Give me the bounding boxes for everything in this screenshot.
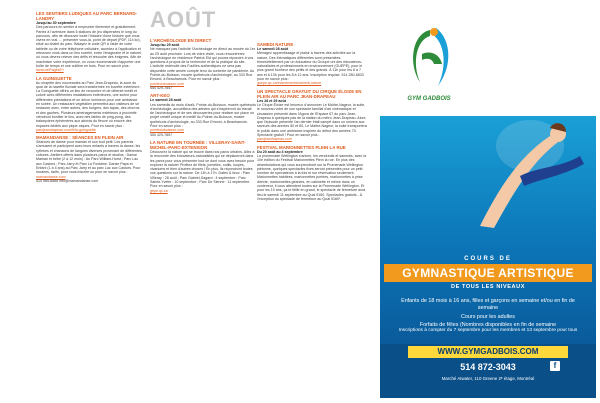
section-body: Les samedis du mois d'août, Pointe-du-Buisson, musée québécois d'archéologie, accueillera des artistes qui s'inspireront du travail de l'archéologue et de ses découvertes pour réaliser sur place un projet créatif unique et inédit! Au Pointe-du-Buisson, musée québécois d'archéologie, au 333 Rue Emond, à Beauharnois. Pour en savoir plus : (150, 102, 256, 129)
section-link[interactable]: guepe.qc.ca/evenements/samedi-nature (257, 81, 322, 86)
section-title: LES SENTIERS LUDIQUES AU PARC BERNARD-LANDRY (36, 11, 137, 21)
brand-name: GYM GADBOIS (407, 96, 451, 102)
section-contact: 450 429-7857 (150, 85, 173, 90)
section-body: Des parcours en sentier à emprunter librement et gratuitement. Partez à l'aventure dans 6 stations de jeu dispersées le long du parcours, afin de découvrir toute l'histoire d'une histoire que vous vivrez en vrai. ... présenter vous-la, point de départ (PDF, 114 ko), situé au chalet du parc. Balayez le code QR à l'aide de votre tablette ou de votre téléphone cellulaire, accédez à l'application et retrouvez vous dans un lieu surréel, entre l'imaginaire et le naturel, où vous devrez relever des défis et résoudre des énigmes. Afin de maximiser votre expérience, on vous recommande d'apporter une boîte de temps et une cuillère en bois. Pour en savoir plus : (36, 25, 142, 68)
facebook-icon[interactable]: f (550, 361, 560, 371)
section-body: La promenade Wellington s'anime, les vendredis et samedis, avec la 10e édition du Festival Marionnettes Plein la rue. En plus des déambulations qui vous surprendront sur la Promenade Wellington piétonne, quelques spectacles fixes seront présentés pour un petit nombre de spectateurs à la fois et sur réservation seulement. Marionnettes habitées, marionnettes portées, marionnettes à prise directe, marionnettes géantes, en cabinette et même dans un conteneur, il vous attendent toutes sur la Promenade Wellington. Et pour les 10 ans, ça te titille en grand, le spectacle de fermeture aura lieu le samedi 11 septembre au Quai 5160. Spectacles gratuits - À l'exception du spectacle de fermeture au Quai 5160*. (257, 153, 367, 201)
section-link[interactable]: gepe.qc.ca (150, 188, 168, 193)
section-title: LA GUINGUETTE (36, 75, 72, 81)
section-link[interactable]: laval.ca/Pages/Fr (36, 68, 64, 73)
section-title: LA NATURE EN TOURNÉE : VILLERAY-SAINT-MICHEL-PARC-EXTENSION (150, 139, 246, 150)
ad-banner (380, 116, 596, 346)
section-link[interactable]: parcjeandrapeau.com/fr/la-guinguette (36, 127, 96, 132)
ad-phone[interactable]: 514 872-3043 (460, 362, 516, 372)
section-title: SAMEDI NATURE (257, 42, 294, 47)
gym-logo-icon (400, 24, 460, 98)
section-date: Les 28 et 29 août (257, 98, 286, 103)
section-title: ART-KEO (150, 93, 170, 99)
section-link[interactable]: parcjeandrapeau.com (257, 137, 292, 142)
section-title: MAMANDANSE : SÉANCES EN PLEIN AIR (36, 135, 124, 141)
column-3 (257, 8, 367, 201)
section-date: Jusqu'au 29 août (150, 43, 180, 47)
gymnast-silhouette-icon (450, 116, 596, 236)
section-body: Le Cirque Éloize est heureux d'annoncer Le Maître-Nageur, la suite, le nouveau volet de son spectacle familial d'art cinématique et circassien présenté dans l'Agora de l'Espace 67 du parc Jean-Drapeau à quelques pas de la station du métro Jean-Drapeau. Alors que l'épisode présenté l'an dernier était campé dans un univers aux saveurs des années 50 et 60, Le Maître-Nageur, la suite transportera le public dans une ambiance inspirée du début des années 70. Spectacle gratuit ! Pour en savoir plus : (257, 102, 367, 138)
ad-headline: GYMNASTIQUE ARTISTIQUE (384, 264, 592, 282)
ad-line-1: Enfants de 18 mois à 16 ans, filles et garçons en semaine et/ou en fin de semaine (401, 298, 575, 311)
section-title: FESTIVAL MARIONNETTES PLEIN LA RUE (257, 144, 346, 150)
gym-advertisement[interactable] (380, 6, 596, 398)
section-title: L'ARCHÉOLOGIE EN DIRECT (150, 38, 212, 43)
section-date: Jusqu'au 30 septembre (36, 21, 76, 25)
ad-line-3: Forfaits de fêtes (Nombres disponibles en fin de semaine (419, 322, 557, 328)
column-2 (150, 8, 256, 193)
section-body: Ménagez apprentissage et plaisir à travers des activités sur la nature. Des thématiques différentes sont présentées trimestriellement par un éducateur du Groupe uni des éducateurs-naturalistes et professionnels en environnement (GUEPE), pour le plus grand bonheur des petits et des grands. À 11h pour les 6 à 7 ans et à 13h pour les 8 à 12 ans. Inscription requise. 514 280-6833 pour en savoir plus : (257, 51, 364, 82)
section-contact: 514 585-8888 info@mamandanse.com (36, 178, 99, 183)
ad-line-2: Cours pour les adultes (461, 314, 515, 320)
ad-address: Marché Atwater, 110 Greene 2ᵉ étage, Montréal (441, 376, 535, 381)
ad-registration: Inscriptions à compter du 7 septembre pour les membres et 13 septembre pour tous (398, 328, 578, 333)
section-contact: 450 429-7857 (150, 132, 173, 137)
section-body: Séances de danse pour maman et son tout petit. Les parents s'amusent et participent avec leurs enfants à travers la danse, les rythmes et chansons de langues diverses provenant de différentes cultures. Ateliers offerts dans plusieurs parcs et studios : Danse Maman et bébé (2 à 12 mois) : Au Parc William-Hurst ; Parc Lac aux Castors ; Parc Jarry et Parc La Fontaine. Danse Papa et Enfant (1 à 4 ans) au Parc Jarry et au parc Lac aux Castors. Pour horaires, tarifs, pour vous inscrire ou pour en savoir plus : (36, 140, 142, 175)
section-date: Le samedi 28 août (150, 98, 182, 103)
month-heading: AOÛT (150, 7, 217, 32)
section-body: Au chapitre des nouveautés au Parc Jean-Drapeau, la zone du quai de la navette fluviale sera transformée en buvette extérieure. La Guinguette offrira un lieu de rencontre et de détente inédit et coloré avec différentes installations extérieures, une scène pour différentes prestations et un décor lumineux pour une ambiance en soirée. Un restaurant végétalien permettra aux visiteurs de se restaurer avec, entre autres, des burgers, des tapas, des churros et des gaufres. Plusieurs aménagements extérieurs à proximité viendront bonifier le lieu, avec des tables de ping-pong, des balançoires éphémères aux abords du fleuve où encore des espaces dédiés aux pique-niques. Pour en savoir plus : (36, 80, 141, 128)
section-link[interactable]: pointedubuisson.com (150, 81, 184, 86)
section-date: Du 20 août au 4 septembre (257, 149, 303, 154)
section-date: Le samedi 28 août (257, 47, 289, 51)
section-body: Ne manquez pas l'activité l'Archéologie en direct au musée du 1er au 29 août prochain. Lors de votre visite, vous rencontrerez l'archéologue en résidence Patrick Eid qui pourra répondre à vos questions à propos de la recherche et de la pratique du site. L'activité redévoile des Fouilles authentiques ne sera pas disponible cette année compte tenu du contexte de pandémie. Au Pointe-du-Buisson, musée québécois d'archéologie, au 333 Rue Emond, à Beauharnois. Pour en savoir plus : (150, 47, 256, 82)
section-body: Découvrez la nature qui se trouve dans nos parcs urbains. Allez à la rencontre des éducateurs-naturalistes qui se déplaceront dans les parcs pour vous présenter tout ce dont vous avez besoin pour explorer la nature! Profitez de filets, jumelles, outils, loupes, vivariums et bien d'autres choses ! En plus, ils répondront toutes vos questions sur la nature. De 14h à 17h. Dates & lieux : Parc Villeray : 28 août ; Parc Gabriel-Sagard : 4 septembre ; Parc Sainte-Yvette : 10 septembre ; Parc De Sienne : 11 septembre. Pour en savoir plus : (150, 149, 255, 189)
ad-header (380, 6, 596, 116)
ad-levels: DE TOUS LES NIVEAUX (451, 284, 525, 290)
section-link[interactable]: mamandanse.com (36, 174, 66, 179)
ad-website-link[interactable]: WWW.GYMGADBOIS.COM (408, 346, 568, 358)
section-title: UN SPECTACLE GRATUIT DU CIRQUE ÉLOIZE EN PLEIN AIR AU PARC JEAN-DRAPEAU (257, 88, 362, 99)
section-link[interactable]: pointedubuisson.com (150, 128, 184, 133)
ad-cours-label: COURS DE (464, 256, 512, 262)
column-1 (36, 8, 142, 183)
